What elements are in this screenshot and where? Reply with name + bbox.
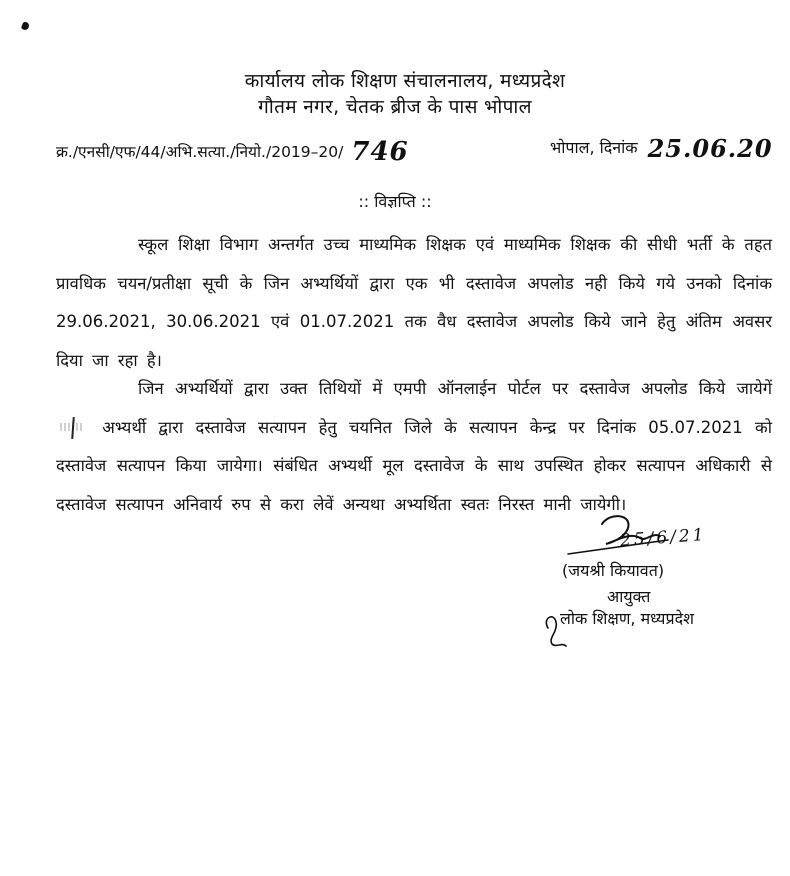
place-date-label: भोपाल, दिनांक xyxy=(550,138,638,157)
signatory-department: लोक शिक्षण, मध्यप्रदेश xyxy=(560,609,694,628)
paragraph-2-part-1: जिन अभ्यर्थियों द्वारा उक्त तिथियों में एमपी ऑनलाईन पोर्टल पर दस्तावेज अपलोड किये जायेगें xyxy=(138,379,772,398)
place-and-date xyxy=(550,134,773,163)
handwritten-reference-number: 746 xyxy=(351,137,409,167)
reference-prefix: क्र./एनसी/एफ/44/अभि.सत्या./नियो./2019–20/ xyxy=(56,143,344,161)
signature-date: 25/6/21 xyxy=(619,525,708,551)
signatory-title: आयुक्त xyxy=(607,587,651,606)
paragraph-2-part-2: अभ्यर्थी द्वारा दस्तावेज सत्यापन हेतु चयनित जिले के सत्यापन केन्द्र पर दिनांक 05.07.2021 को दस्तावेज सत्यापन किया जायेगा। संबंधित अभ्यर्थी मूल दस्तावेज के साथ उपस्थित होकर सत्यापन अधिकारी से दस्तावेज सत्यापन अनिवार्य रुप से करा लेवें अन्यथा अभ्यर्थिता स्वतः निरस्त मानी जायेगी। xyxy=(56,417,773,514)
reference-number-line xyxy=(56,137,409,167)
letterhead-address: गौतम नगर, चेतक ब्रीज के पास भोपाल xyxy=(258,96,532,118)
notice-paragraph-2 xyxy=(56,370,772,524)
notice-title: :: विज्ञप्ति :: xyxy=(358,192,432,211)
signature-block xyxy=(540,510,790,660)
notice-paragraph-1: स्कूल शिक्षा विभाग अन्तर्गत उच्च माध्यमिक शिक्षक एवं माध्यमिक शिक्षक की सीधी भर्ती के तहत प्रावधिक चयन/प्रतीक्षा सूची के जिन अभ्यर्थियों द्वारा एक भी दस्तावेज अपलोड नही किये गये उनको दिनांक 29.06.2021, 30.06.2021 एवं 01.07.2021 तक वैध दस्तावेज अपलोड किये जाने हेतु अंतिम अवसर दिया जा रहा है। xyxy=(56,235,772,370)
ink-correction-mark xyxy=(56,421,90,435)
letterhead-office-name: कार्यालय लोक शिक्षण संचालनालय, मध्यप्रदेश xyxy=(244,70,566,92)
signatory-name: (जयश्री कियावत) xyxy=(562,561,665,580)
handwritten-issue-date: 25.06.20 xyxy=(647,134,773,163)
scan-ink-mark xyxy=(21,21,30,31)
